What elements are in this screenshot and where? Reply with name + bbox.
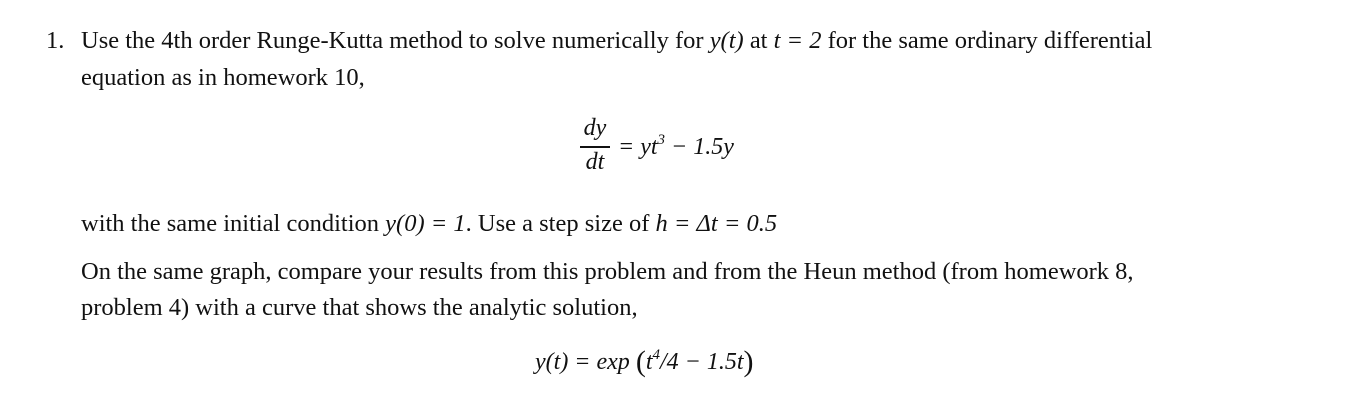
fraction-numerator: dy xyxy=(583,115,607,141)
solution-exponent: 4 xyxy=(652,347,660,363)
intro-text-c: for the same ordinary differential xyxy=(821,27,1153,54)
math-y-of-t: y(t) xyxy=(709,27,744,54)
math-step-size: h = Δt = 0.5 xyxy=(655,210,778,237)
fraction-denominator: dt xyxy=(585,149,605,175)
solution-t: t xyxy=(645,349,653,375)
initial-condition-line xyxy=(81,209,777,239)
problem-number: 1. xyxy=(46,27,65,54)
ic-text-b: . Use a step size of xyxy=(465,210,656,237)
compare-line-1: On the same graph, compare your results from this problem and from the Heun method (from homework 8, xyxy=(81,258,1134,285)
math-initial-condition: y(0) = 1 xyxy=(385,210,466,237)
equation-rhs xyxy=(618,132,734,162)
solution-lhs: y(t) = exp xyxy=(535,349,636,375)
intro-text-a: Use the 4th order Runge-Kutta method to solve numerically for xyxy=(81,27,710,54)
intro-line-1 xyxy=(81,26,1152,56)
rhs-exponent: 3 xyxy=(657,132,666,148)
solution-rest: /4 − 1.5t xyxy=(659,349,744,375)
math-t-equals-2: t = 2 xyxy=(773,27,822,54)
compare-line-2: problem 4) with a curve that shows the analytic solution, xyxy=(81,294,638,321)
rhs-part-b: − 1.5y xyxy=(671,134,734,160)
close-paren: ) xyxy=(743,345,754,378)
rhs-part-a: = yt xyxy=(618,134,658,160)
intro-line-2: equation as in homework 10, xyxy=(81,64,365,91)
ic-text-a: with the same initial condition xyxy=(81,210,386,237)
intro-text-b: at xyxy=(743,27,774,54)
open-paren: ( xyxy=(635,345,646,378)
analytic-solution xyxy=(535,345,754,379)
